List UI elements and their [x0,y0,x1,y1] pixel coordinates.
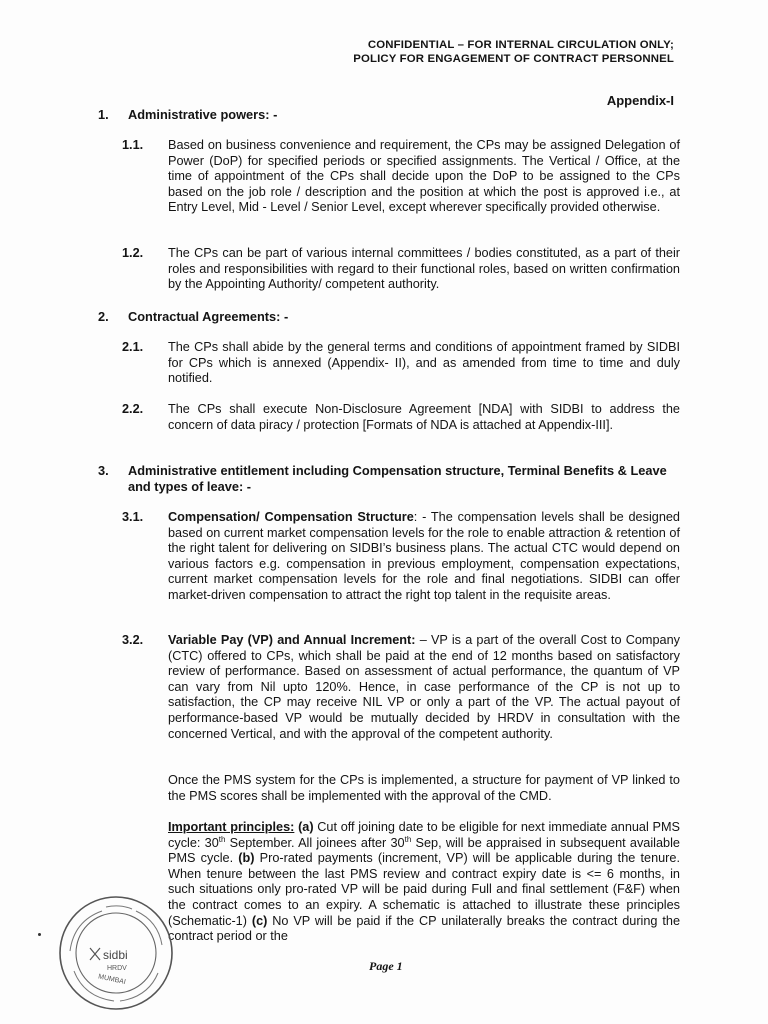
page-number: Page 1 [369,959,403,973]
paragraph-3-1-body: : - The compensation levels shall be designed based on current market compensation levels for the role to enable attraction & retention of the right talent for delivering on SIDBI’s business plans. The actual CTC would depend on various factors e.g. compensation in previous employment, compensation expectations, current market compensation levels for the role and final negotiations. SIDBI can offer market-driven compensation to attract the right top talent in the requisite areas. [168,510,680,602]
confidential-header [353,38,674,66]
scan-speck [38,933,41,936]
document-page: CONFIDENTIAL – FOR INTERNAL CIRCULATION ONLY; POLICY FOR ENGAGEMENT OF CONTRACT PERSONNEL Appendix-I 1. Administrative powers: - 1.1. Based on business convenience and requirement, the CPs may be assigned Delegation of Power (DoP) for specified periods or specified assignments. The Vertical / Office, at the time of appointment of the CPs shall decide upon the DoP to be assigned to the CPs based on the job role / description and the position at which the post is approved i.e., at Entry Level, Mid - Level / Senior Level, except wherever specifically provided otherwise. 1.2. The CPs can be part of various internal committees / bodies constituted, as a part of their roles and responsibilities with regard to their functional roles, based on written confirmation by the Appointing Authority/ competent authority. 2. Contractual Agreements: - 2.1. The CPs shall abide by the general terms and conditions of appointment framed by SIDBI for CPs which is annexed (Appendix- II), and as amended from time to time and duly notified. 2.2. The CPs shall execute Non-Disclosure Agreement [NDA] with SIDBI to address the concern of data piracy / protection [Formats of NDA is attached at Appendix-III]. 3. Administrative entitlement including Compensation structure, Terminal Benefits & Leave and types of leave: - 3.1. Compensation/ Compensation Structure: - The compensation levels shall be designed based on current market compensation levels for the role to enable attraction & retention of the right talent for delivering on SIDBI’s business plans. The actual CTC would depend on various factors e.g. compensation in previous employment, compensation expectations, current market compensation levels for the role and final negotiations. SIDBI can offer market-driven compensation to attract the right top talent in the requisite areas. 3.2. Variable Pay (VP) and Annual Increment: – VP is a part of the overall Cost to Company (CTC) offered to CPs, which shall be paid at the end of 12 months based on satisfactory review of performance. Based on assessment of actual performance, the quantum of VP can vary from Nil upto 120%. Hence, in case performance of the CP is not up to satisfaction, the CP may receive NIL VP or only a part of the VP. The actual payout of performance-based VP would be mutually decided by HRDV in consultation with the concerned Vertical, and with the approval of the competent authority. Once the PMS system for the CPs is implemented, a structure for payment of VP linked to the PMS scores shall be implemented with the approval of the CMD. Important principles: (a) Cut off joining date to be eligible for next immediate annual PMS cycle: 30th September. All joinees after 30th Sep, will be appraised in subsequent available PMS cycle. (b) Pro-rated payments (increment, VP) will be applicable during the tenure. When tenure between the last PMS review and contract expiry date is <= 6 months, in such situations only pro-rated VP will be paid during Full and final settlement (F&F) when the contract comes to an expiry. A schematic is attached to illustrate these principles (Schematic-1) (c) No VP will be paid if the CP unilaterally breaks the contract during the contract period or the Page 1 sidbi HRDV MUMBAI [0,0,768,1024]
paragraph-3-2-lead: Variable Pay (VP) and Annual Increment: [168,633,416,647]
official-seal-stamp [56,893,176,1013]
appendix-label: Appendix-I [606,93,674,108]
paragraph-3-1-lead: Compensation/ Compensation Structure [168,510,414,524]
seal-name: sidbi [103,948,128,962]
header-line-2: POLICY FOR ENGAGEMENT OF CONTRACT PERSONNEL [353,53,674,65]
seal-city: MUMBAI [97,973,127,987]
paragraph-3-2-body: – VP is a part of the overall Cost to Company (CTC) offered to CPs, which shall be paid at the end of 12 months based on satisfactory review of performance. Based on assessment of actual performance, the quantum of VP can vary from Nil upto 120%. Hence, in case performance of the CP is not up to satisfaction, the CP may receive NIL VP or only a part of the VP. The actual payout of performance-based VP would be mutually decided by HRDV in consultation with the concerned Vertical, and with the approval of the competent authority. [168,633,681,741]
important-principles-label: Important principles: [168,820,295,834]
header-line-1: CONFIDENTIAL – FOR INTERNAL CIRCULATION ONLY; [367,39,674,51]
seal-department: HRDV [107,965,127,972]
sidbi-logo-icon [90,948,100,960]
